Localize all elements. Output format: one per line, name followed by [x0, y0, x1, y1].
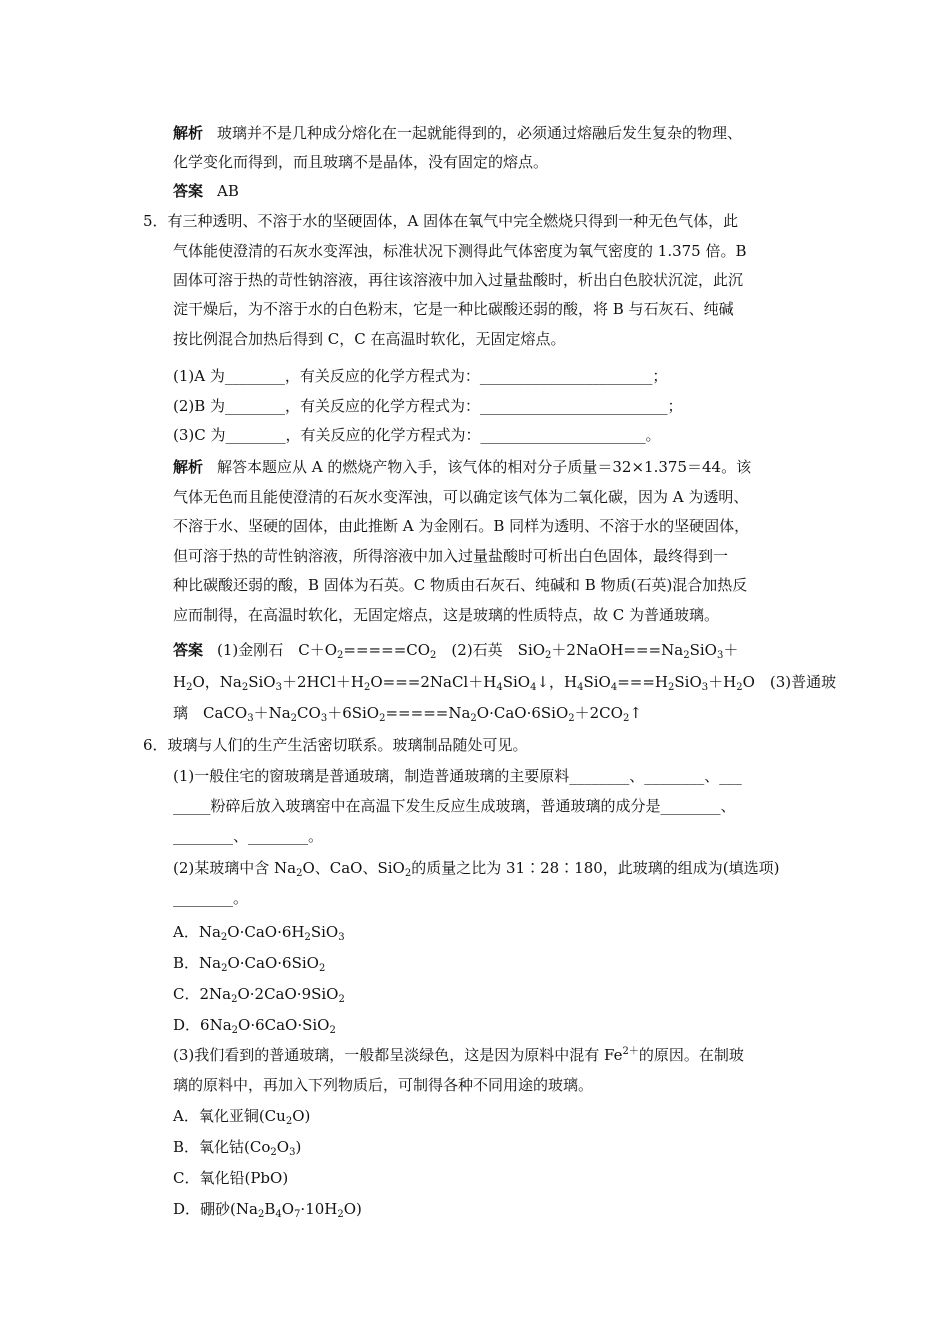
arrow-up-icon: ↑ — [629, 704, 642, 722]
question-number: 6． — [143, 736, 168, 754]
q5-answer-line-1: 答案 (1)金刚石 $C+O_2=====CO_2$ (2)石英 $SiO_2+2NaOH===Na_2SiO_3+$ — [173, 641, 739, 661]
q5-analysis-line-6: 应而制得，在高温时软化，无固定熔点，这是玻璃的性质特点，故 C 为普通玻璃。 — [173, 606, 720, 624]
q6-part3-line-1: (3)我们看到的普通玻璃，一般都呈淡绿色，这是因为原料中混有 $Fe^{2+}$的原因。在制玻 — [173, 1046, 744, 1064]
q5-stem-line-1: 5．有三种透明、不溶于水的坚硬固体，A 固体在氧气中完全燃烧只得到一种无色气体，此 — [143, 212, 739, 230]
q5-stem-line-5: 按比例混合加热后得到 C，C 在高温时软化，无固定熔点。 — [173, 330, 566, 348]
q5-analysis-line-1: 解析 解答本题应从 A 的燃烧产物入手，该气体的相对分子质量＝32×1.375＝44。该 — [173, 458, 752, 476]
q6-part1-line-3: ________、________。 — [173, 827, 324, 845]
q6-part3-option-c: C．氧化铅(PbO) — [173, 1169, 289, 1187]
q5-subquestion-2: (2)B 为________，有关反应的化学方程式为：_________________________； — [173, 397, 683, 415]
q5-stem-line-3: 固体可溶于热的苛性钠溶液，再往该溶液中加入过量盐酸时，析出白色胶状沉淀，此沉 — [173, 271, 744, 289]
q6-option-c: C．$2Na_2O\cdot 2CaO\cdot 9SiO_2$ — [173, 985, 345, 1005]
q5-stem-line-2: 气体能使澄清的石灰水变浑浊，标准状况下测得此气体密度为氧气密度的 1.375 倍。B — [173, 242, 747, 260]
q5-analysis-line-5: 种比碳酸还弱的酸，B 固体为石英。C 物质由石灰石、纯碱和 B 物质(石英)混合加热反 — [173, 576, 748, 594]
answer-label: 答案 — [173, 182, 204, 200]
q4-answer: 答案 AB — [173, 182, 239, 200]
q5-subquestion-1: (1)A 为________，有关反应的化学方程式为：_______________________； — [173, 367, 668, 385]
q6-stem: 6．玻璃与人们的生产生活密切联系。玻璃制品随处可见。 — [143, 736, 528, 754]
q5-answer-line-2: $H_2O$，$Na_2SiO_3+2HCl+H_2O===2NaCl+H_4SiO_4↓$，$H_4SiO_4===H_2SiO_3+H_2O$ (3)普通玻 — [173, 673, 837, 693]
analysis-label: 解析 — [173, 458, 204, 476]
q6-part1-line-1: (1)一般住宅的窗玻璃是普通玻璃，制造普通玻璃的主要原料________、________、___ — [173, 767, 742, 785]
q6-option-d: D．$6Na_2O\cdot 6CaO\cdot SiO_2$ — [173, 1016, 336, 1036]
q6-part3-option-a: A．氧化亚铜$(Cu_2O)$ — [173, 1107, 311, 1127]
question-number: 5． — [143, 212, 168, 230]
q5-analysis-line-4: 但可溶于热的苛性钠溶液，所得溶液中加入过量盐酸时可析出白色固体，最终得到一 — [173, 547, 729, 565]
q6-option-b: B．$Na_2O\cdot CaO\cdot 6SiO_2$ — [173, 954, 326, 974]
q6-part3-line-2: 璃的原料中，再加入下列物质后，可制得各种不同用途的玻璃。 — [173, 1076, 594, 1094]
q6-part3-option-b: B．氧化钴$(Co_2O_3)$ — [173, 1138, 302, 1158]
q4-analysis-line-2: 化学变化而得到，而且玻璃不是晶体，没有固定的熔点。 — [173, 153, 549, 171]
q5-subquestion-3: (3)C 为________，有关反应的化学方程式为：______________________。 — [173, 426, 661, 444]
analysis-label: 解析 — [173, 124, 204, 142]
q6-part2-blank: ________。 — [173, 889, 249, 907]
q5-answer-line-3: 璃 $CaCO_3+Na_2CO_3+6SiO_2=====Na_2O\cdot CaO\cdot 6SiO_2+2CO_2↑$ — [173, 704, 642, 724]
q5-analysis-line-2: 气体无色而且能使澄清的石灰水变浑浊，可以确定该气体为二氧化碳，因为 A 为透明、 — [173, 488, 749, 506]
q6-part1-line-2: _____粉碎后放入玻璃窑中在高温下发生反应生成玻璃，普通玻璃的成分是________、 — [173, 797, 736, 815]
q6-part2-line-1: (2)某玻璃中含 $Na_2O$、CaO、SiO$_2$的质量之比为 31∶28∶180，此玻璃的组成为(填选项) — [173, 859, 780, 879]
q5-analysis-line-3: 不溶于水、坚硬的固体，由此推断 A 为金刚石。B 同样为透明、不溶于水的坚硬固体， — [173, 517, 750, 535]
q6-part3-option-d: D．硼砂$(Na_2B_4O_7\cdot 10H_2O)$ — [173, 1200, 362, 1220]
answer-label: 答案 — [173, 641, 204, 659]
q5-stem-line-4: 淀干燥后，为不溶于水的白色粉末，它是一种比碳酸还弱的酸，将 B 与石灰石、纯碱 — [173, 300, 734, 318]
q6-option-a: A．$Na_2O\cdot CaO\cdot 6H_2SiO_3$ — [173, 923, 345, 943]
q4-analysis-line-1: 解析 玻璃并不是几种成分熔化在一起就能得到的，必须通过熔融后发生复杂的物理、 — [173, 124, 743, 142]
